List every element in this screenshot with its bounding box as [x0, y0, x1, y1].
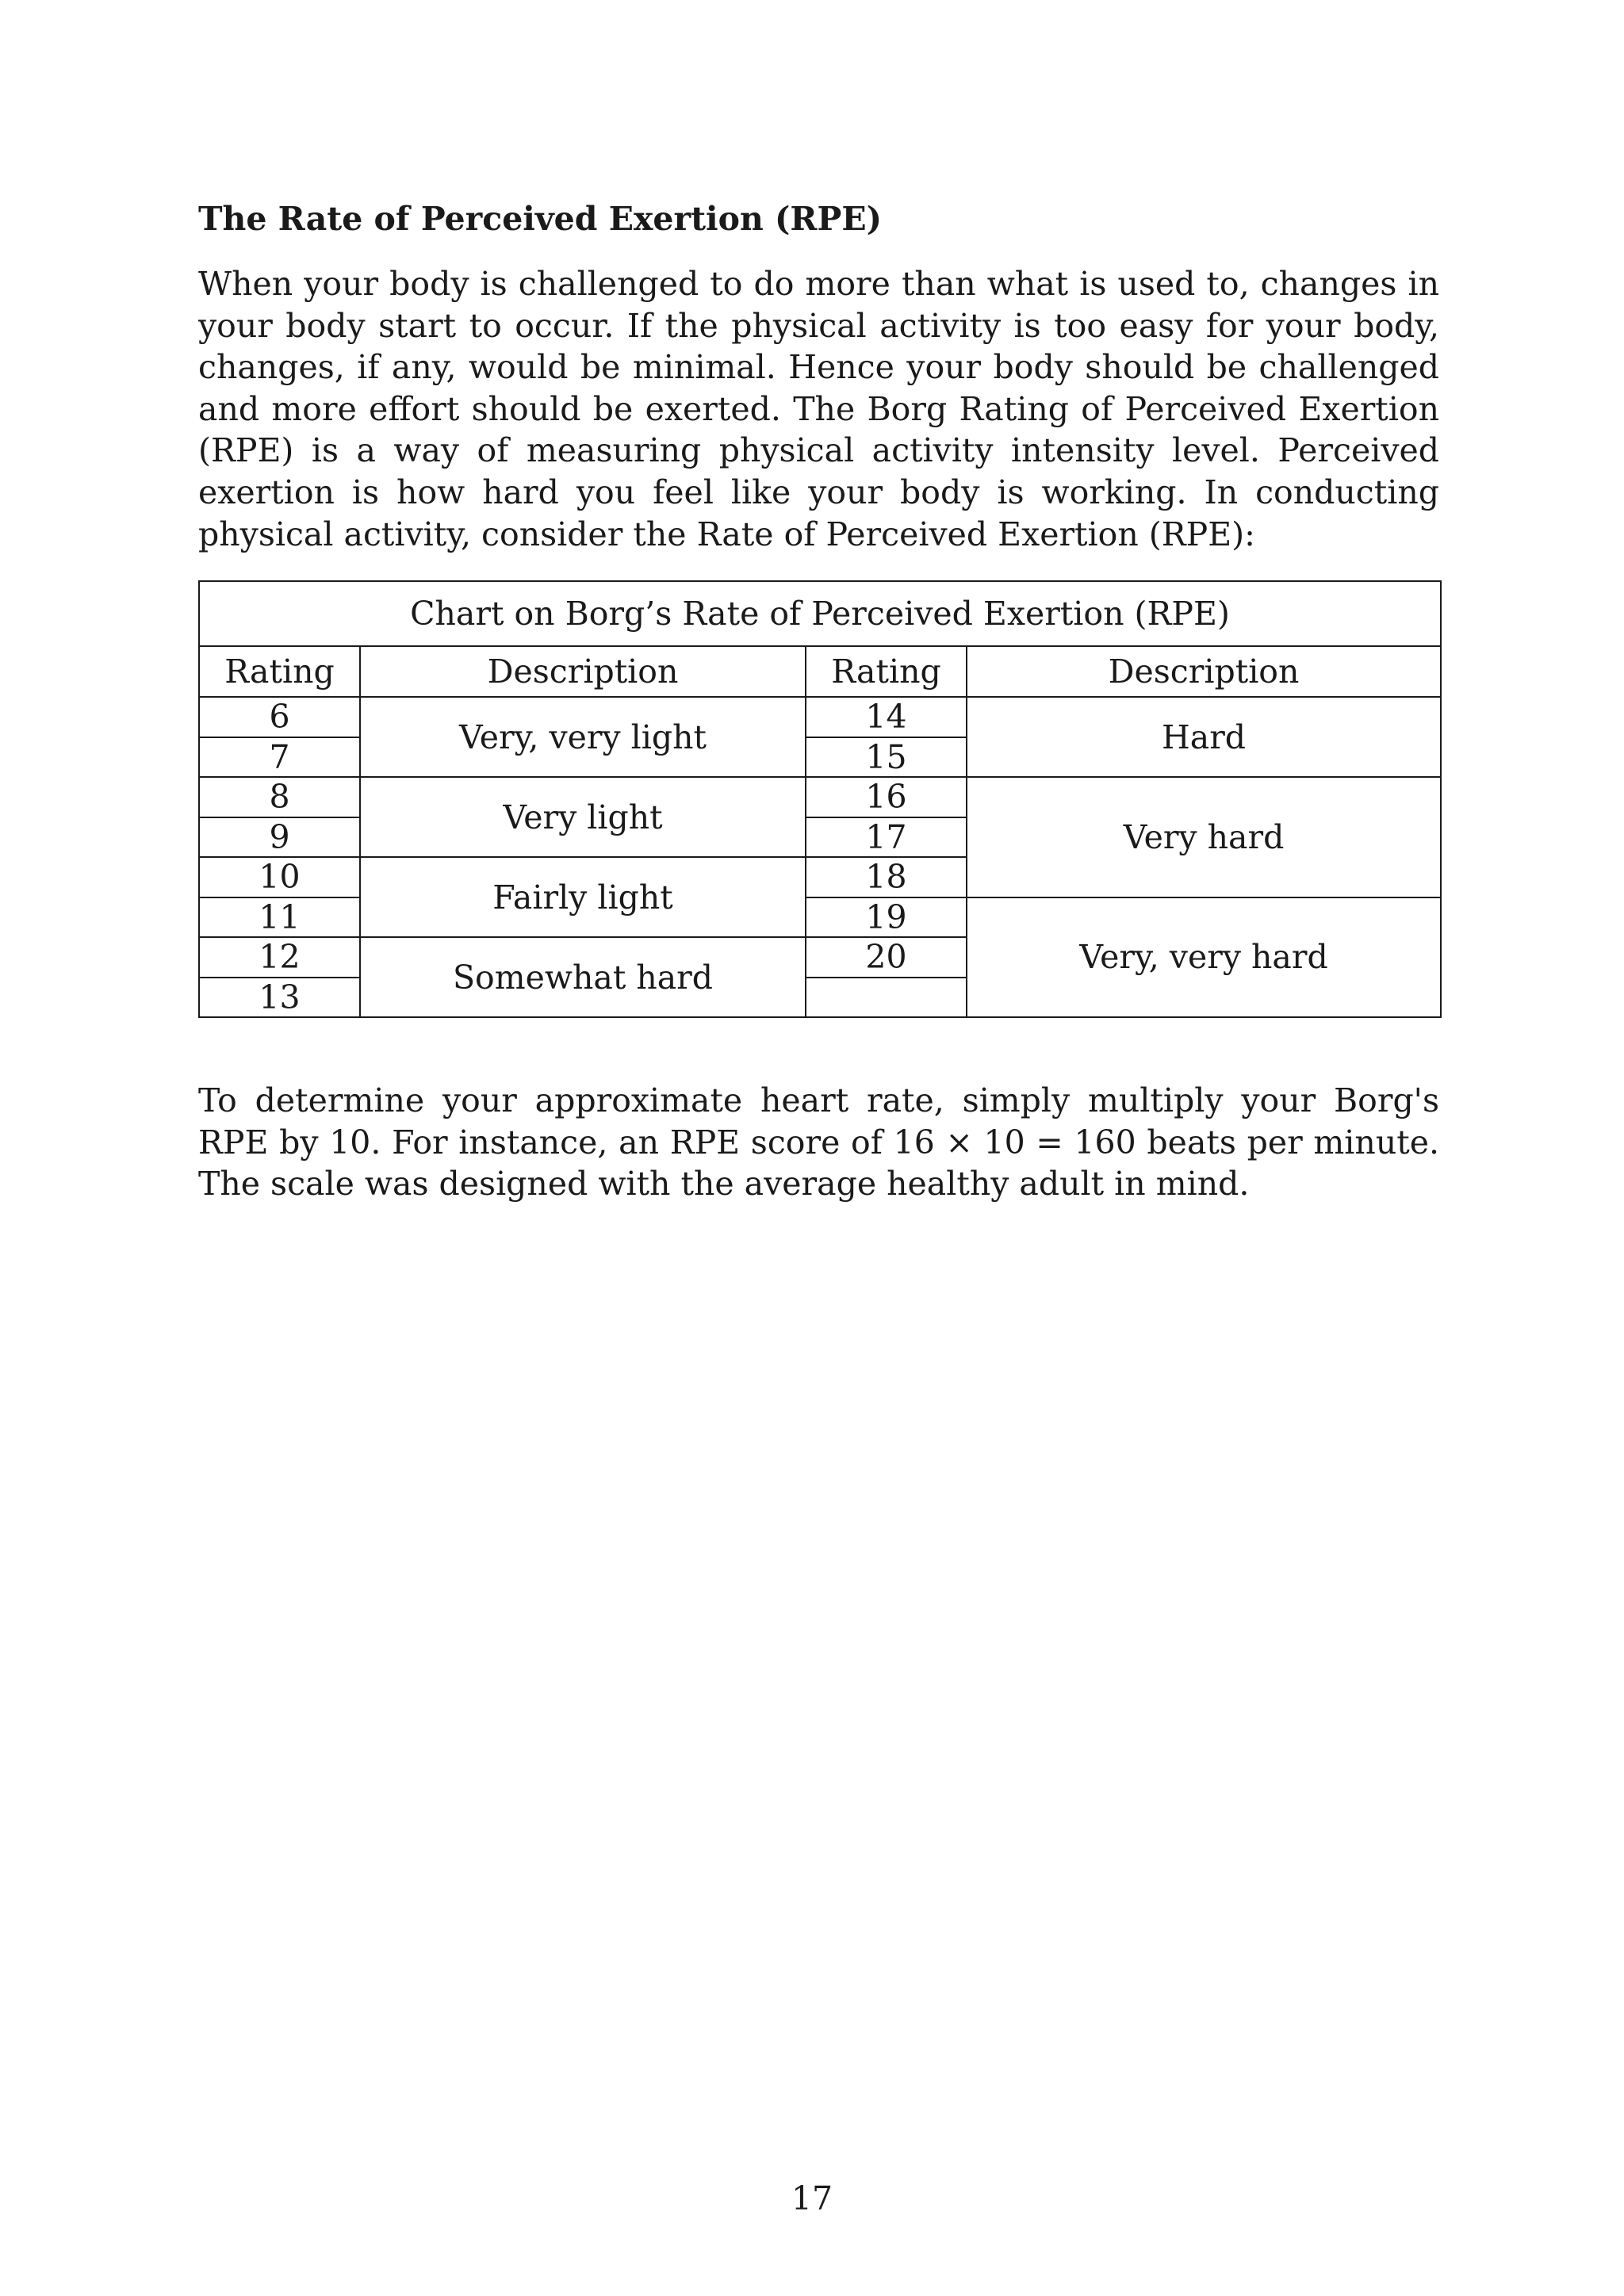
description-cell: Very hard	[967, 777, 1441, 897]
heart-rate-paragraph: To determine your approximate heart rate, simply multiply your Borg's RPE by 10. For instance, an RPE score of 16 × 10 = 160 beats per minute. The scale was designed with the average healthy adult in mind.	[198, 1081, 1439, 1203]
rating-cell	[806, 978, 967, 1018]
rating-cell: 9	[199, 817, 360, 858]
rating-cell: 12	[199, 937, 360, 978]
table-row	[199, 697, 1441, 737]
page-number: 17	[791, 2179, 833, 2218]
header-rating-left: Rating	[199, 646, 360, 697]
description-cell: Fairly light	[360, 857, 806, 937]
rating-cell: 20	[806, 937, 967, 978]
table-caption-row	[199, 581, 1441, 646]
rating-cell: 13	[199, 978, 360, 1018]
description-cell: Somewhat hard	[360, 937, 806, 1017]
rating-cell: 14	[806, 697, 967, 737]
intro-paragraph: When your body is challenged to do more than what is used to, changes in your body start to occur. If the physical activity is too easy for your body, changes, if any, would be minimal. Hence your body should be challenged and more effort should be exerted. The Borg Rating of Perceived Exertion (RPE) is a way of measuring physical activity intensity level. Perceived exertion is how hard you feel like your body is working. In conducting physical activity, consider the Rate of Perceived Exertion (RPE):	[198, 265, 1439, 553]
table-row	[199, 777, 1441, 817]
rating-cell: 15	[806, 737, 967, 778]
header-description-left: Description	[360, 646, 806, 697]
rpe-table	[198, 580, 1442, 1018]
rating-cell: 18	[806, 857, 967, 897]
rating-cell: 16	[806, 777, 967, 817]
description-cell: Very, very hard	[967, 897, 1441, 1018]
rating-cell: 10	[199, 857, 360, 897]
header-description-right: Description	[967, 646, 1441, 697]
table-caption: Chart on Borg’s Rate of Perceived Exertion (RPE)	[199, 581, 1441, 646]
description-cell: Very light	[360, 777, 806, 857]
rating-cell: 7	[199, 737, 360, 778]
description-cell: Hard	[967, 697, 1441, 777]
rating-cell: 17	[806, 817, 967, 858]
description-cell: Very, very light	[360, 697, 806, 777]
section-heading: The Rate of Perceived Exertion (RPE)	[198, 200, 882, 238]
rating-cell: 11	[199, 897, 360, 938]
rating-cell: 8	[199, 777, 360, 817]
header-rating-right: Rating	[806, 646, 967, 697]
rating-cell: 6	[199, 697, 360, 737]
table-header-row	[199, 646, 1441, 697]
rating-cell: 19	[806, 897, 967, 938]
